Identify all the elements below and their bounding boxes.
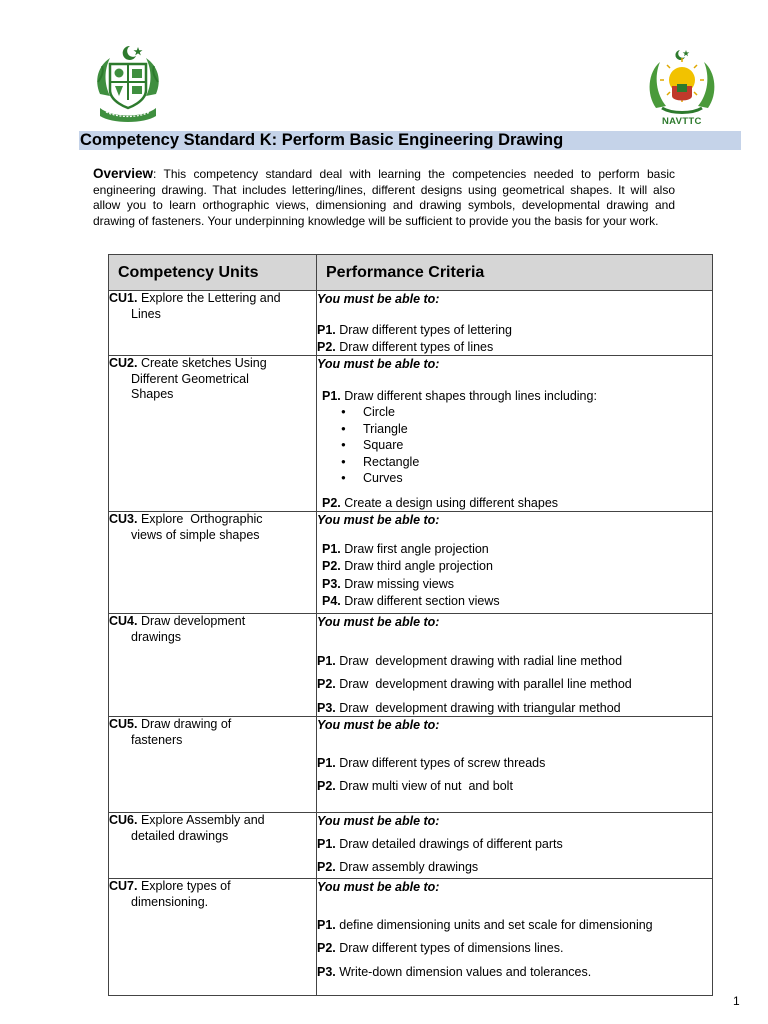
competency-unit-cell	[109, 512, 317, 614]
header-competency-units: Competency Units	[109, 255, 317, 291]
performance-criteria-cell	[317, 813, 713, 879]
criterion-item: P3. Draw missing views	[322, 576, 454, 591]
unit-title-rest: Lines	[131, 306, 161, 321]
criterion-item: P1. Draw different types of lettering	[317, 323, 513, 338]
table-row	[109, 291, 713, 356]
header-performance-criteria: Performance Criteria	[317, 255, 713, 291]
shape-bullet-list	[317, 404, 712, 487]
criterion-item: P1. Draw different types of screw threads	[317, 755, 546, 770]
competency-unit-cell	[109, 614, 317, 717]
must-label: You must be able to:	[317, 718, 440, 733]
list-item: ● Square	[341, 437, 712, 454]
pakistan-emblem-icon	[92, 42, 164, 126]
navttc-logo	[644, 46, 720, 130]
performance-criteria-cell	[317, 291, 713, 356]
criterion-item: P1. Draw first angle projection	[322, 541, 489, 556]
unit-title-first: Explore Assembly and	[137, 813, 265, 828]
criterion-item: P4. Draw different section views	[322, 594, 500, 609]
criterion-item: P2. Draw development drawing with parallel line method	[317, 677, 632, 692]
criterion-item: P1. Draw detailed drawings of different parts	[317, 836, 563, 851]
unit-code: CU7.	[109, 879, 138, 894]
must-label: You must be able to:	[317, 880, 440, 895]
criterion-item: P2. Draw multi view of nut and bolt	[317, 779, 513, 794]
table-row	[109, 356, 713, 512]
performance-criteria-cell	[317, 879, 713, 996]
criterion-item: P1. Draw development drawing with radial line method	[317, 653, 623, 668]
must-label: You must be able to:	[317, 814, 440, 829]
must-label: You must be able to:	[317, 615, 440, 630]
unit-title-rest: Different Geometrical Shapes	[131, 371, 249, 402]
performance-criteria-cell	[317, 356, 713, 512]
unit-title-first: Draw drawing of	[137, 717, 232, 732]
criterion-item: P3. Write-down dimension values and tolerances.	[317, 964, 592, 979]
unit-code: CU6.	[109, 813, 138, 828]
unit-title-rest: views of simple shapes	[131, 528, 260, 542]
must-label: You must be able to:	[317, 357, 440, 372]
criterion-item: P2. Create a design using different shapes	[322, 496, 559, 510]
overview-label: Overview	[93, 166, 154, 181]
unit-title-first: Explore the Lettering and	[137, 291, 281, 305]
list-item: ● Rectangle	[341, 454, 712, 471]
unit-title-first: Create sketches Using	[137, 356, 267, 371]
unit-title-first: Explore types of	[137, 879, 231, 894]
performance-criteria-cell	[317, 614, 713, 717]
unit-title-rest: drawings	[131, 630, 182, 644]
page-title: Competency Standard K: Perform Basic Engineering Drawing	[80, 131, 564, 149]
list-item: ● Circle	[341, 404, 712, 421]
unit-code: CU4.	[109, 614, 138, 629]
table-header-row	[109, 255, 713, 291]
table-row	[109, 717, 713, 813]
performance-criteria-cell	[317, 512, 713, 614]
unit-title-rest: fasteners	[131, 733, 183, 747]
unit-code: CU2.	[109, 356, 138, 371]
must-label: You must be able to:	[317, 292, 440, 306]
competency-unit-cell	[109, 813, 317, 879]
competency-unit-cell	[109, 356, 317, 512]
criterion-item: P1. Draw different shapes through lines including:	[322, 388, 597, 403]
table-row	[109, 614, 713, 717]
unit-code: CU3.	[109, 512, 138, 527]
performance-criteria-cell	[317, 717, 713, 813]
unit-code: CU1.	[109, 291, 138, 305]
unit-title-rest: dimensioning.	[131, 895, 209, 909]
unit-title-rest: detailed drawings	[131, 829, 229, 843]
unit-title-first: Draw development	[137, 614, 246, 629]
criterion-item: P1. define dimensioning units and set scale for dimensioning	[317, 917, 653, 932]
criterion-item: P2. Draw different types of dimensions lines.	[317, 941, 564, 956]
must-label: You must be able to:	[317, 513, 440, 528]
criterion-item: P3. Draw development drawing with triangular method	[317, 700, 621, 715]
table-row	[109, 813, 713, 879]
list-item: ● Triangle	[341, 421, 712, 438]
table-row	[109, 512, 713, 614]
competency-unit-cell	[109, 717, 317, 813]
page-number: 1	[733, 994, 740, 1008]
competency-unit-cell	[109, 879, 317, 996]
unit-title-first: Explore Orthographic	[137, 512, 263, 527]
overview-paragraph	[93, 166, 675, 229]
overview-text: : This competency standard deal with learning the competencies needed to perform basic engineering drawing. That includes lettering/lines, different designs using geometrical shapes. It will also allow you to learn orthographic views, dimensioning and drawing symbols, developmental drawing and drawing of fasteners. Your underpinning knowledge will be sufficient to provide you the basis for your work.	[93, 167, 675, 228]
criterion-item: P2. Draw different types of lines	[317, 339, 494, 354]
criterion-item: P2. Draw assembly drawings	[317, 860, 479, 875]
competency-table	[108, 254, 713, 996]
table-row	[109, 879, 713, 996]
competency-unit-cell	[109, 291, 317, 356]
unit-code: CU5.	[109, 717, 138, 732]
list-item: ● Curves	[341, 470, 712, 487]
criterion-item: P2. Draw third angle projection	[322, 559, 493, 574]
navttc-logo-text: NAVTTC	[662, 116, 702, 127]
